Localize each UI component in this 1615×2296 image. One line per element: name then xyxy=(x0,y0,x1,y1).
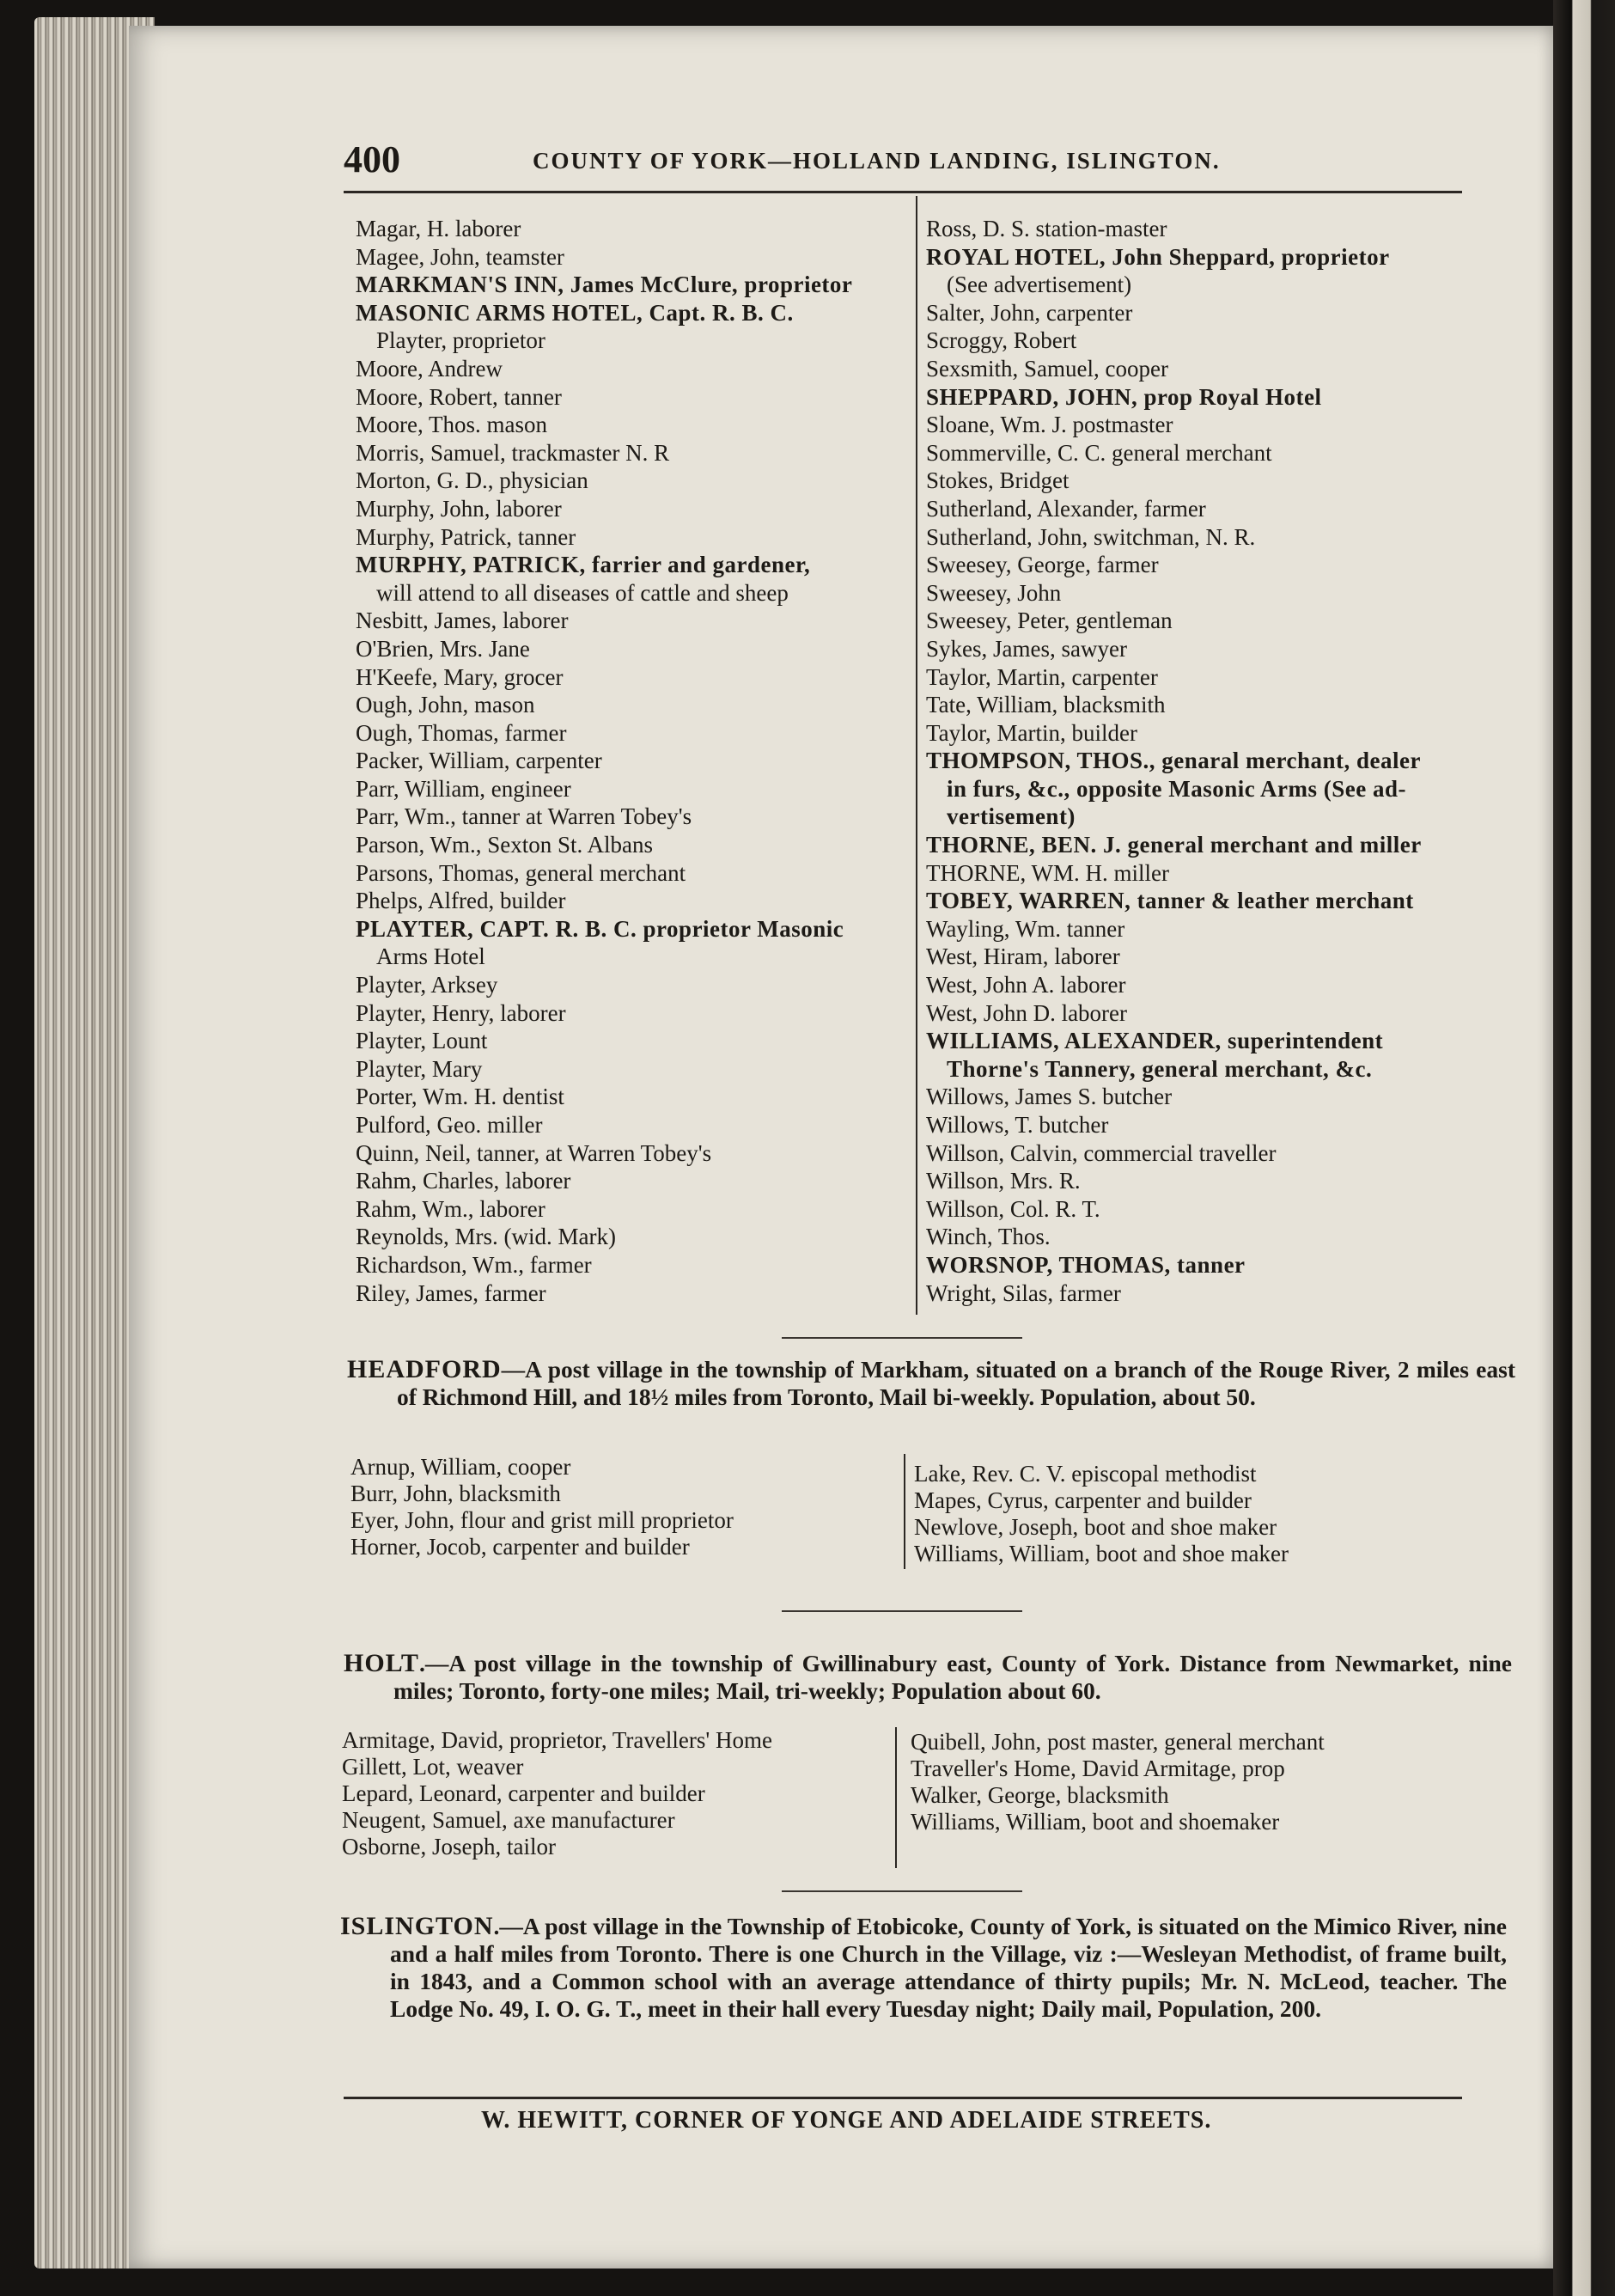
section-islington-intro xyxy=(340,1913,1507,2023)
list-item-continuation: in furs, &c., opposite Masonic Arms (See ad- xyxy=(947,775,1406,802)
list-item: Parr, William, engineer xyxy=(356,775,571,802)
list-item: Williams, William, boot and shoe maker xyxy=(914,1541,1289,1566)
section-description: .—A post village in the Township of Etobicoke, County of York, is situated on the Mimico River, nine and a half miles from Toronto. There is one Church in the Village, viz :—Wesleyan Methodist, of frame built, in 1843, and a Common school with an average attendance of thirty pupils; Mr. N. McLeod, teacher. The Lodge No. 49, I. O. G. T., meet in their hall every Tuesday night; Daily mail, Population, 200. xyxy=(390,1913,1507,2022)
list-item: Sexsmith, Samuel, cooper xyxy=(926,355,1168,382)
list-item: Taylor, Martin, carpenter xyxy=(926,663,1158,690)
list-item: ROYAL HOTEL, John Sheppard, proprietor xyxy=(926,243,1390,270)
section-separator xyxy=(782,1337,1022,1339)
page-title: COUNTY OF YORK—HOLLAND LANDING, ISLINGTON. xyxy=(533,148,1221,174)
column-divider xyxy=(895,1727,897,1868)
list-item: Phelps, Alfred, builder xyxy=(356,888,566,914)
list-item: Parson, Wm., Sexton St. Albans xyxy=(356,832,654,858)
list-item: Arnup, William, cooper xyxy=(350,1454,571,1480)
list-item: Riley, James, farmer xyxy=(356,1279,546,1306)
header-rule xyxy=(344,191,1462,193)
list-item: H'Keefe, Mary, grocer xyxy=(356,663,564,690)
page-number: 400 xyxy=(344,138,400,180)
list-item: Playter, Arksey xyxy=(356,972,498,998)
list-item-continuation: Playter, proprietor xyxy=(376,327,545,354)
section-description: —A post village in the township of Markham, situated on a branch of the Rouge River, 2 miles east of Richmond Hill, and 18½ miles from Toronto, Mail bi-weekly. Population, about 50. xyxy=(397,1356,1515,1410)
list-item: West, John D. laborer xyxy=(926,999,1128,1026)
list-item: Richardson, Wm., farmer xyxy=(356,1251,592,1278)
list-item: Sweesey, Peter, gentleman xyxy=(926,608,1173,634)
list-item: Reynolds, Mrs. (wid. Mark) xyxy=(356,1224,616,1250)
list-item: Gillett, Lot, weaver xyxy=(342,1754,524,1780)
list-item: WORSNOP, THOMAS, tanner xyxy=(926,1251,1246,1278)
list-item: Neugent, Samuel, axe manufacturer xyxy=(342,1807,675,1833)
list-item: Moore, Robert, tanner xyxy=(356,383,562,410)
list-item: WILLIAMS, ALEXANDER, superintendent xyxy=(926,1028,1384,1054)
list-item: Burr, John, blacksmith xyxy=(350,1481,561,1506)
list-item: Winch, Thos. xyxy=(926,1224,1051,1250)
column-divider xyxy=(916,196,917,1315)
list-item-continuation: vertisement) xyxy=(947,803,1076,830)
list-item: Parr, Wm., tanner at Warren Tobey's xyxy=(356,803,692,830)
list-item: Nesbitt, James, laborer xyxy=(356,608,569,634)
section-separator xyxy=(782,1610,1022,1612)
list-item: PLAYTER, CAPT. R. B. C. proprietor Masonic xyxy=(356,915,844,942)
section-description: .—A post village in the township of Gwillinabury east, County of York. Distance from Newmarket, nine miles; Toronto, forty-one miles; Mail, tri-weekly; Population about 60. xyxy=(393,1650,1512,1704)
list-item-continuation: will attend to all diseases of cattle and sheep xyxy=(376,579,789,606)
headford-column-left xyxy=(350,1454,734,1560)
list-item: SHEPPARD, JOHN, prop Royal Hotel xyxy=(926,383,1322,410)
list-item: Willows, T. butcher xyxy=(926,1112,1109,1138)
list-item: THOMPSON, THOS., genaral merchant, dealer xyxy=(926,748,1421,774)
list-item-continuation: (See advertisement) xyxy=(947,272,1132,298)
list-item: Sutherland, Alexander, farmer xyxy=(926,495,1206,522)
list-item: Rahm, Charles, laborer xyxy=(356,1168,571,1194)
list-item-continuation: Thorne's Tannery, general merchant, &c. xyxy=(947,1055,1373,1082)
section-headford-intro xyxy=(347,1356,1515,1411)
list-item: Armitage, David, proprietor, Travellers' Home xyxy=(342,1727,772,1753)
list-item: THORNE, BEN. J. general merchant and miller xyxy=(926,832,1422,858)
column-divider xyxy=(904,1454,905,1569)
list-item: Murphy, John, laborer xyxy=(356,495,562,522)
footer-advertisement: W. HEWITT, CORNER OF YONGE AND ADELAIDE STREETS. xyxy=(481,2107,1212,2134)
list-item: Wayling, Wm. tanner xyxy=(926,915,1125,942)
list-item: Sutherland, John, switchman, N. R. xyxy=(926,523,1256,550)
headford-column-right xyxy=(914,1461,1289,1567)
list-item: Sloane, Wm. J. postmaster xyxy=(926,412,1173,438)
list-item: Willson, Calvin, commercial traveller xyxy=(926,1139,1277,1166)
list-item: Ross, D. S. station-master xyxy=(926,216,1167,241)
list-item: Porter, Wm. H. dentist xyxy=(356,1084,564,1110)
list-item: MASONIC ARMS HOTEL, Capt. R. B. C. xyxy=(356,299,794,326)
list-item: West, Hiram, laborer xyxy=(926,943,1120,970)
list-item: Quibell, John, post master, general merchant xyxy=(911,1729,1325,1755)
directory-column-right xyxy=(926,215,1476,1307)
list-item: Wright, Silas, farmer xyxy=(926,1279,1121,1306)
holt-column-left xyxy=(342,1727,772,1860)
list-item: Eyer, John, flour and grist mill proprietor xyxy=(350,1507,734,1533)
section-title-holt: HOLT xyxy=(344,1649,419,1677)
list-item: Newlove, Joseph, boot and shoe maker xyxy=(914,1514,1277,1540)
running-head xyxy=(344,137,1306,180)
list-item: O'Brien, Mrs. Jane xyxy=(356,635,530,662)
list-item: Magar, H. laborer xyxy=(356,216,521,241)
list-item: Sykes, James, sawyer xyxy=(926,635,1127,662)
list-item-continuation: Arms Hotel xyxy=(376,943,485,970)
list-item: Quinn, Neil, tanner, at Warren Tobey's xyxy=(356,1139,712,1166)
book-spine-edge xyxy=(1553,0,1615,2296)
list-item: Mapes, Cyrus, carpenter and builder xyxy=(914,1487,1252,1513)
list-item: Taylor, Martin, builder xyxy=(926,719,1137,746)
list-item: Morton, G. D., physician xyxy=(356,467,588,494)
list-item: Tate, William, blacksmith xyxy=(926,692,1166,718)
list-item: THORNE, WM. H. miller xyxy=(926,859,1169,886)
list-item: Morris, Samuel, trackmaster N. R xyxy=(356,439,670,466)
list-item: Lepard, Leonard, carpenter and builder xyxy=(342,1780,705,1806)
list-item: Ough, John, mason xyxy=(356,692,535,718)
list-item: Pulford, Geo. miller xyxy=(356,1112,543,1138)
list-item: MURPHY, PATRICK, farrier and gardener, xyxy=(356,552,811,578)
list-item: Packer, William, carpenter xyxy=(356,748,602,774)
list-item: Willson, Mrs. R. xyxy=(926,1168,1081,1194)
list-item: Playter, Lount xyxy=(356,1028,488,1054)
section-title-islington: ISLINGTON xyxy=(340,1912,494,1940)
list-item: Moore, Andrew xyxy=(356,355,503,382)
section-separator xyxy=(782,1890,1022,1892)
list-item: Horner, Jocob, carpenter and builder xyxy=(350,1534,690,1560)
list-item: Traveller's Home, David Armitage, prop xyxy=(911,1756,1285,1781)
list-item: Osborne, Joseph, tailor xyxy=(342,1834,556,1859)
list-item: Scroggy, Robert xyxy=(926,327,1077,354)
list-item: MARKMAN'S INN, James McClure, proprietor xyxy=(356,272,853,298)
list-item: Williams, William, boot and shoemaker xyxy=(911,1809,1280,1835)
list-item: Playter, Henry, laborer xyxy=(356,999,566,1026)
list-item: Walker, George, blacksmith xyxy=(911,1782,1169,1808)
section-title-headford: HEADFORD xyxy=(347,1355,502,1383)
list-item: Playter, Mary xyxy=(356,1055,483,1082)
list-item: Stokes, Bridget xyxy=(926,467,1070,494)
list-item: Willows, James S. butcher xyxy=(926,1084,1173,1110)
footer-rule xyxy=(344,2097,1462,2099)
directory-column-left xyxy=(356,215,905,1307)
list-item: Lake, Rev. C. V. episcopal methodist xyxy=(914,1461,1257,1487)
list-item: Sweesey, John xyxy=(926,579,1062,606)
list-item: Moore, Thos. mason xyxy=(356,412,547,438)
list-item: Sweesey, George, farmer xyxy=(926,552,1159,578)
list-item: West, John A. laborer xyxy=(926,972,1126,998)
holt-column-right xyxy=(911,1729,1325,1835)
list-item: Rahm, Wm., laborer xyxy=(356,1195,545,1222)
list-item: TOBEY, WARREN, tanner & leather merchant xyxy=(926,888,1414,914)
list-item: Willson, Col. R. T. xyxy=(926,1195,1100,1222)
list-item: Ough, Thomas, farmer xyxy=(356,719,567,746)
list-item: Sommerville, C. C. general merchant xyxy=(926,439,1272,466)
section-holt-intro xyxy=(344,1650,1512,1705)
list-item: Salter, John, carpenter xyxy=(926,299,1133,326)
list-item: Magee, John, teamster xyxy=(356,243,564,270)
list-item: Parsons, Thomas, general merchant xyxy=(356,859,686,886)
list-item: Murphy, Patrick, tanner xyxy=(356,523,576,550)
